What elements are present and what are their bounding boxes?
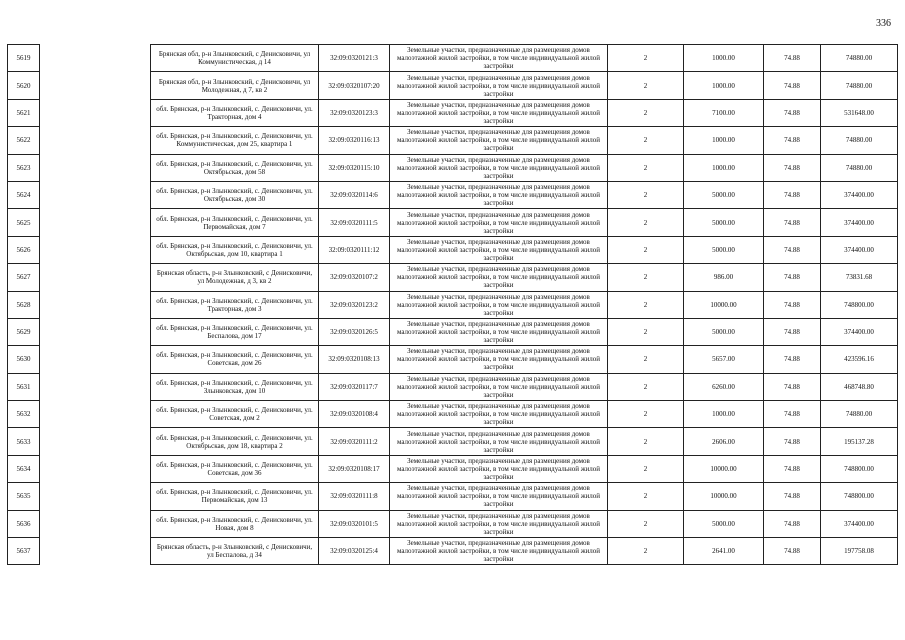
table-row	[8, 72, 898, 99]
cell-gap	[40, 264, 151, 291]
cell-cadastral-value: 374400.00	[821, 181, 898, 208]
cell-specific-value: 74.88	[764, 318, 821, 345]
cell-address: обл. Брянская, р-н Злынковский, с. Денисковичи, ул. Коммунистическая, дом 25, квартира 1	[151, 127, 319, 154]
cell-record-number: 5623	[8, 154, 40, 181]
cell-address: обл. Брянская, р-н Злынковский, с. Денисковичи, ул. Октябрьская, дом 10, квартира 1	[151, 236, 319, 263]
cell-area: 6260.00	[684, 373, 764, 400]
cell-specific-value: 74.88	[764, 510, 821, 537]
cell-specific-value: 74.88	[764, 291, 821, 318]
cell-gap	[40, 510, 151, 537]
cell-cadastral-value: 468748.80	[821, 373, 898, 400]
cell-land-use: Земельные участки, предназначенные для размещения домов малоэтажной жилой застройки, в том числе индивидуальной жилой застройки	[390, 401, 608, 428]
cell-cadastral-number: 32:09:0320121:3	[319, 45, 390, 72]
table-row	[8, 209, 898, 236]
table-row	[8, 264, 898, 291]
cell-record-number: 5622	[8, 127, 40, 154]
cell-cadastral-value: 74880.00	[821, 401, 898, 428]
cell-land-use: Земельные участки, предназначенные для размещения домов малоэтажной жилой застройки, в том числе индивидуальной жилой застройки	[390, 483, 608, 510]
cell-gap	[40, 373, 151, 400]
cell-cadastral-number: 32:09:0320108:13	[319, 346, 390, 373]
cell-record-number: 5626	[8, 236, 40, 263]
cell-cadastral-number: 32:09:0320116:13	[319, 127, 390, 154]
cell-cadastral-value: 423596.16	[821, 346, 898, 373]
cell-land-use: Земельные участки, предназначенные для размещения домов малоэтажной жилой застройки, в том числе индивидуальной жилой застройки	[390, 154, 608, 181]
cell-area: 1000.00	[684, 127, 764, 154]
cell-gap	[40, 72, 151, 99]
table-row	[8, 373, 898, 400]
cell-area: 5657.00	[684, 346, 764, 373]
cell-group-code: 2	[608, 236, 684, 263]
cell-address: обл. Брянская, р-н Злынковский, с. Денисковичи, ул. Злынковская, дом 10	[151, 373, 319, 400]
cell-cadastral-value: 748800.00	[821, 483, 898, 510]
cell-address: обл. Брянская, р-н Злынковский, с. Денисковичи, ул. Октябрьская, дом 18, квартира 2	[151, 428, 319, 455]
cell-gap	[40, 181, 151, 208]
cell-area: 10000.00	[684, 455, 764, 482]
table-row	[8, 428, 898, 455]
table-row	[8, 346, 898, 373]
cell-area: 10000.00	[684, 483, 764, 510]
cell-group-code: 2	[608, 318, 684, 345]
cell-gap	[40, 483, 151, 510]
cell-cadastral-value: 531648.00	[821, 99, 898, 126]
cell-record-number: 5630	[8, 346, 40, 373]
cell-cadastral-number: 32:09:0320125:4	[319, 538, 390, 565]
cell-area: 5000.00	[684, 181, 764, 208]
cell-specific-value: 74.88	[764, 154, 821, 181]
cell-gap	[40, 291, 151, 318]
cell-address: обл. Брянская, р-н Злынковский, с. Денисковичи, ул. Беспалова, дом 17	[151, 318, 319, 345]
cell-gap	[40, 428, 151, 455]
cell-gap	[40, 318, 151, 345]
table-body	[8, 45, 898, 565]
cell-cadastral-number: 32:09:0320126:5	[319, 318, 390, 345]
cell-group-code: 2	[608, 72, 684, 99]
cell-land-use: Земельные участки, предназначенные для размещения домов малоэтажной жилой застройки, в том числе индивидуальной жилой застройки	[390, 127, 608, 154]
cell-address: Брянская обл, р-н Злынковский, с Денисковичи, ул Молодежная, д 7, кв 2	[151, 72, 319, 99]
cell-group-code: 2	[608, 99, 684, 126]
cell-cadastral-number: 32:09:0320107:20	[319, 72, 390, 99]
table-row	[8, 291, 898, 318]
cell-area: 2641.00	[684, 538, 764, 565]
cell-cadastral-value: 73831.68	[821, 264, 898, 291]
cell-record-number: 5629	[8, 318, 40, 345]
table-row	[8, 154, 898, 181]
cell-address: Брянская обл, р-н Злынковский, с Денисковичи, ул Коммунистическая, д 14	[151, 45, 319, 72]
cell-record-number: 5637	[8, 538, 40, 565]
cell-cadastral-value: 374400.00	[821, 209, 898, 236]
page-number: 336	[876, 18, 891, 29]
cell-land-use: Земельные участки, предназначенные для размещения домов малоэтажной жилой застройки, в том числе индивидуальной жилой застройки	[390, 510, 608, 537]
table-row	[8, 318, 898, 345]
cell-land-use: Земельные участки, предназначенные для размещения домов малоэтажной жилой застройки, в том числе индивидуальной жилой застройки	[390, 373, 608, 400]
cell-specific-value: 74.88	[764, 346, 821, 373]
cell-cadastral-value: 374400.00	[821, 236, 898, 263]
cell-address: Брянская область, р-н Злынковский, с Денисковичи, ул Молодежная, д 3, кв 2	[151, 264, 319, 291]
cell-specific-value: 74.88	[764, 264, 821, 291]
cell-land-use: Земельные участки, предназначенные для размещения домов малоэтажной жилой застройки, в том числе индивидуальной жилой застройки	[390, 291, 608, 318]
cell-area: 5000.00	[684, 510, 764, 537]
cell-cadastral-number: 32:09:0320108:4	[319, 401, 390, 428]
cell-group-code: 2	[608, 264, 684, 291]
cell-cadastral-value: 74880.00	[821, 45, 898, 72]
cell-address: обл. Брянская, р-н Злынковский, с. Денисковичи, ул. Новая, дом 8	[151, 510, 319, 537]
table-row	[8, 538, 898, 565]
cell-address: обл. Брянская, р-н Злынковский, с. Денисковичи, ул. Советская, дом 2	[151, 401, 319, 428]
cell-record-number: 5634	[8, 455, 40, 482]
cell-cadastral-value: 195137.28	[821, 428, 898, 455]
cell-land-use: Земельные участки, предназначенные для размещения домов малоэтажной жилой застройки, в том числе индивидуальной жилой застройки	[390, 455, 608, 482]
cell-record-number: 5631	[8, 373, 40, 400]
cell-area: 1000.00	[684, 401, 764, 428]
cell-group-code: 2	[608, 483, 684, 510]
cell-record-number: 5633	[8, 428, 40, 455]
cell-address: обл. Брянская, р-н Злынковский, с. Денисковичи, ул. Тракторная, дом 3	[151, 291, 319, 318]
cell-cadastral-number: 32:09:0320123:3	[319, 99, 390, 126]
cell-gap	[40, 99, 151, 126]
cell-cadastral-value: 74880.00	[821, 72, 898, 99]
cell-record-number: 5636	[8, 510, 40, 537]
cell-land-use: Земельные участки, предназначенные для размещения домов малоэтажной жилой застройки, в том числе индивидуальной жилой застройки	[390, 99, 608, 126]
cell-gap	[40, 45, 151, 72]
cell-record-number: 5632	[8, 401, 40, 428]
cell-group-code: 2	[608, 455, 684, 482]
table-row	[8, 45, 898, 72]
cell-address: обл. Брянская, р-н Злынковский, с. Денисковичи, ул. Тракторная, дом 4	[151, 99, 319, 126]
cell-specific-value: 74.88	[764, 373, 821, 400]
cell-land-use: Земельные участки, предназначенные для размещения домов малоэтажной жилой застройки, в том числе индивидуальной жилой застройки	[390, 318, 608, 345]
cell-land-use: Земельные участки, предназначенные для размещения домов малоэтажной жилой застройки, в том числе индивидуальной жилой застройки	[390, 346, 608, 373]
table-row	[8, 127, 898, 154]
cell-specific-value: 74.88	[764, 538, 821, 565]
cell-group-code: 2	[608, 181, 684, 208]
cell-group-code: 2	[608, 401, 684, 428]
cell-group-code: 2	[608, 45, 684, 72]
cell-land-use: Земельные участки, предназначенные для размещения домов малоэтажной жилой застройки, в том числе индивидуальной жилой застройки	[390, 209, 608, 236]
cell-cadastral-number: 32:09:0320111:2	[319, 428, 390, 455]
cell-record-number: 5625	[8, 209, 40, 236]
cell-cadastral-value: 74880.00	[821, 154, 898, 181]
cell-specific-value: 74.88	[764, 483, 821, 510]
cell-land-use: Земельные участки, предназначенные для размещения домов малоэтажной жилой застройки, в том числе индивидуальной жилой застройки	[390, 236, 608, 263]
cell-cadastral-number: 32:09:0320101:5	[319, 510, 390, 537]
cell-specific-value: 74.88	[764, 455, 821, 482]
cell-cadastral-number: 32:09:0320117:7	[319, 373, 390, 400]
cell-area: 5000.00	[684, 236, 764, 263]
table-row	[8, 510, 898, 537]
cell-gap	[40, 538, 151, 565]
cell-land-use: Земельные участки, предназначенные для размещения домов малоэтажной жилой застройки, в том числе индивидуальной жилой застройки	[390, 45, 608, 72]
cell-record-number: 5628	[8, 291, 40, 318]
cell-land-use: Земельные участки, предназначенные для размещения домов малоэтажной жилой застройки, в том числе индивидуальной жилой застройки	[390, 538, 608, 565]
cell-record-number: 5635	[8, 483, 40, 510]
cell-area: 1000.00	[684, 72, 764, 99]
cell-gap	[40, 455, 151, 482]
cell-group-code: 2	[608, 346, 684, 373]
cell-address: обл. Брянская, р-н Злынковский, с. Денисковичи, ул. Советская, дом 36	[151, 455, 319, 482]
table-row	[8, 455, 898, 482]
cell-group-code: 2	[608, 428, 684, 455]
cell-group-code: 2	[608, 154, 684, 181]
cell-address: обл. Брянская, р-н Злынковский, с. Денисковичи, ул. Октябрьская, дом 58	[151, 154, 319, 181]
cell-land-use: Земельные участки, предназначенные для размещения домов малоэтажной жилой застройки, в том числе индивидуальной жилой застройки	[390, 181, 608, 208]
cell-specific-value: 74.88	[764, 45, 821, 72]
cell-group-code: 2	[608, 510, 684, 537]
cell-cadastral-value: 74880.00	[821, 127, 898, 154]
cell-cadastral-value: 197758.08	[821, 538, 898, 565]
cell-cadastral-number: 32:09:0320111:5	[319, 209, 390, 236]
cell-land-use: Земельные участки, предназначенные для размещения домов малоэтажной жилой застройки, в том числе индивидуальной жилой застройки	[390, 72, 608, 99]
cell-area: 986.00	[684, 264, 764, 291]
cell-group-code: 2	[608, 209, 684, 236]
cell-gap	[40, 236, 151, 263]
cell-gap	[40, 401, 151, 428]
cell-cadastral-number: 32:09:0320108:17	[319, 455, 390, 482]
cell-address: обл. Брянская, р-н Злынковский, с. Денисковичи, ул. Первомайская, дом 13	[151, 483, 319, 510]
cell-specific-value: 74.88	[764, 428, 821, 455]
cell-record-number: 5627	[8, 264, 40, 291]
cell-record-number: 5621	[8, 99, 40, 126]
cell-area: 5000.00	[684, 318, 764, 345]
table-row	[8, 236, 898, 263]
table-row	[8, 181, 898, 208]
cell-address: обл. Брянская, р-н Злынковский, с. Денисковичи, ул. Советская, дом 26	[151, 346, 319, 373]
table-row	[8, 483, 898, 510]
cell-cadastral-number: 32:09:0320115:10	[319, 154, 390, 181]
cell-cadastral-number: 32:09:0320107:2	[319, 264, 390, 291]
cell-specific-value: 74.88	[764, 401, 821, 428]
cell-specific-value: 74.88	[764, 72, 821, 99]
cell-cadastral-value: 374400.00	[821, 318, 898, 345]
cell-gap	[40, 154, 151, 181]
cell-specific-value: 74.88	[764, 99, 821, 126]
cell-specific-value: 74.88	[764, 209, 821, 236]
cell-cadastral-value: 748800.00	[821, 291, 898, 318]
cell-area: 1000.00	[684, 154, 764, 181]
cell-area: 10000.00	[684, 291, 764, 318]
cell-cadastral-value: 374400.00	[821, 510, 898, 537]
table-row	[8, 99, 898, 126]
cell-record-number: 5620	[8, 72, 40, 99]
cell-specific-value: 74.88	[764, 236, 821, 263]
cell-address: обл. Брянская, р-н Злынковский, с. Денисковичи, ул. Первомайская, дом 7	[151, 209, 319, 236]
table-row	[8, 401, 898, 428]
cell-area: 1000.00	[684, 45, 764, 72]
cell-cadastral-number: 32:09:0320111:12	[319, 236, 390, 263]
cell-address: обл. Брянская, р-н Злынковский, с. Денисковичи, ул. Октябрьская, дом 30	[151, 181, 319, 208]
cell-gap	[40, 209, 151, 236]
cell-group-code: 2	[608, 538, 684, 565]
cell-cadastral-value: 748800.00	[821, 455, 898, 482]
cadastral-value-table	[7, 44, 898, 565]
cell-land-use: Земельные участки, предназначенные для размещения домов малоэтажной жилой застройки, в том числе индивидуальной жилой застройки	[390, 264, 608, 291]
cell-address: Брянская область, р-н Злынковский, с Денисковичи, ул Беспалова, д 34	[151, 538, 319, 565]
cell-specific-value: 74.88	[764, 181, 821, 208]
cell-specific-value: 74.88	[764, 127, 821, 154]
cell-group-code: 2	[608, 127, 684, 154]
cell-group-code: 2	[608, 291, 684, 318]
cell-area: 2606.00	[684, 428, 764, 455]
cell-gap	[40, 127, 151, 154]
cell-record-number: 5624	[8, 181, 40, 208]
cell-area: 5000.00	[684, 209, 764, 236]
cell-record-number: 5619	[8, 45, 40, 72]
cell-cadastral-number: 32:09:0320111:8	[319, 483, 390, 510]
cell-land-use: Земельные участки, предназначенные для размещения домов малоэтажной жилой застройки, в том числе индивидуальной жилой застройки	[390, 428, 608, 455]
cell-gap	[40, 346, 151, 373]
cell-area: 7100.00	[684, 99, 764, 126]
cell-cadastral-number: 32:09:0320123:2	[319, 291, 390, 318]
cell-group-code: 2	[608, 373, 684, 400]
cell-cadastral-number: 32:09:0320114:6	[319, 181, 390, 208]
